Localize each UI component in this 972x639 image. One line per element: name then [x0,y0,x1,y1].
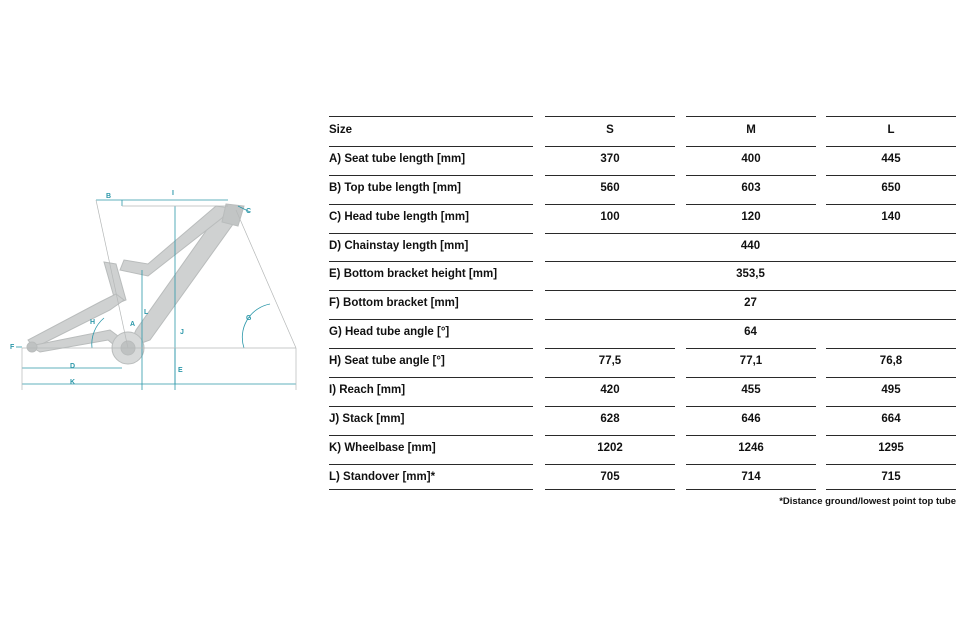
dimension-lines [16,200,296,390]
table-header-row [329,117,956,146]
value-size-s: 100 [600,210,620,223]
value-size-m: 455 [741,384,761,397]
size-s-header: S [606,124,614,136]
dim-label-e: E [178,367,183,374]
value-size-l: 76,8 [879,355,903,368]
value-all-sizes: 64 [744,326,757,339]
dim-label-j: J [180,329,184,336]
table-row [329,406,956,435]
standover-footnote: *Distance ground/lowest point top tube [779,496,956,507]
row-label: B) Top tube length [mm] [329,181,462,194]
value-size-s: 370 [600,152,620,165]
row-label: I) Reach [mm] [329,384,406,397]
row-label: H) Seat tube angle [°] [329,355,445,368]
dim-label-i: I [172,190,174,197]
table-row [329,175,956,204]
value-size-m: 1246 [738,441,764,454]
value-size-l: 650 [881,181,901,194]
value-size-l: 1295 [878,441,904,454]
table-row [329,290,956,319]
dim-label-k: K [70,379,76,386]
geometry-table [329,114,956,493]
value-all-sizes: 440 [740,239,761,252]
value-size-s: 1202 [597,441,623,454]
value-size-l: 715 [881,470,901,483]
value-size-s: 705 [600,470,620,483]
value-size-l: 445 [881,152,901,165]
size-header: Size [329,124,353,136]
frame-geometry-diagram [0,180,310,400]
value-size-m: 400 [741,152,761,165]
table-row [329,233,956,262]
row-label: F) Bottom bracket [mm] [329,297,459,310]
value-size-l: 495 [881,384,901,397]
table-row [329,319,956,348]
dim-label-l: L [144,309,149,316]
row-label: C) Head tube length [mm] [329,210,469,223]
dim-label-d: D [70,363,76,370]
reference-lines [22,200,296,390]
size-m-header: M [746,124,756,136]
value-size-s: 77,5 [598,355,622,368]
row-label: L) Standover [mm]* [329,470,436,483]
value-size-l: 664 [881,412,901,425]
dim-label-g: G [246,315,252,322]
table-row [329,261,956,290]
row-label: A) Seat tube length [mm] [329,152,466,165]
dim-label-a: A [130,321,136,328]
value-size-m: 120 [741,210,761,223]
row-label: D) Chainstay length [mm] [329,239,469,252]
row-label: K) Wheelbase [mm] [329,441,436,454]
table-row [329,146,956,175]
value-all-sizes: 353,5 [736,268,765,281]
dim-label-c: C [246,208,252,215]
value-size-m: 603 [741,181,761,194]
table-row [329,204,956,233]
value-size-l: 140 [881,210,901,223]
row-label: J) Stack [mm] [329,412,405,425]
value-size-m: 77,1 [739,355,763,368]
value-size-s: 628 [600,412,620,425]
size-l-header: L [887,124,895,136]
dim-label-b: B [106,193,112,200]
value-size-m: 646 [741,412,761,425]
dim-label-f: F [10,344,15,351]
value-size-s: 420 [600,384,620,397]
table-row [329,435,956,464]
value-all-sizes: 27 [744,297,757,310]
table-row [329,348,956,377]
dim-label-h: H [90,319,96,326]
table-row [329,377,956,406]
value-size-s: 560 [600,181,620,194]
value-size-m: 714 [741,470,761,483]
row-label: G) Head tube angle [°] [329,326,450,339]
bike-frame-illustration [27,204,244,364]
row-label: E) Bottom bracket height [mm] [329,268,498,281]
